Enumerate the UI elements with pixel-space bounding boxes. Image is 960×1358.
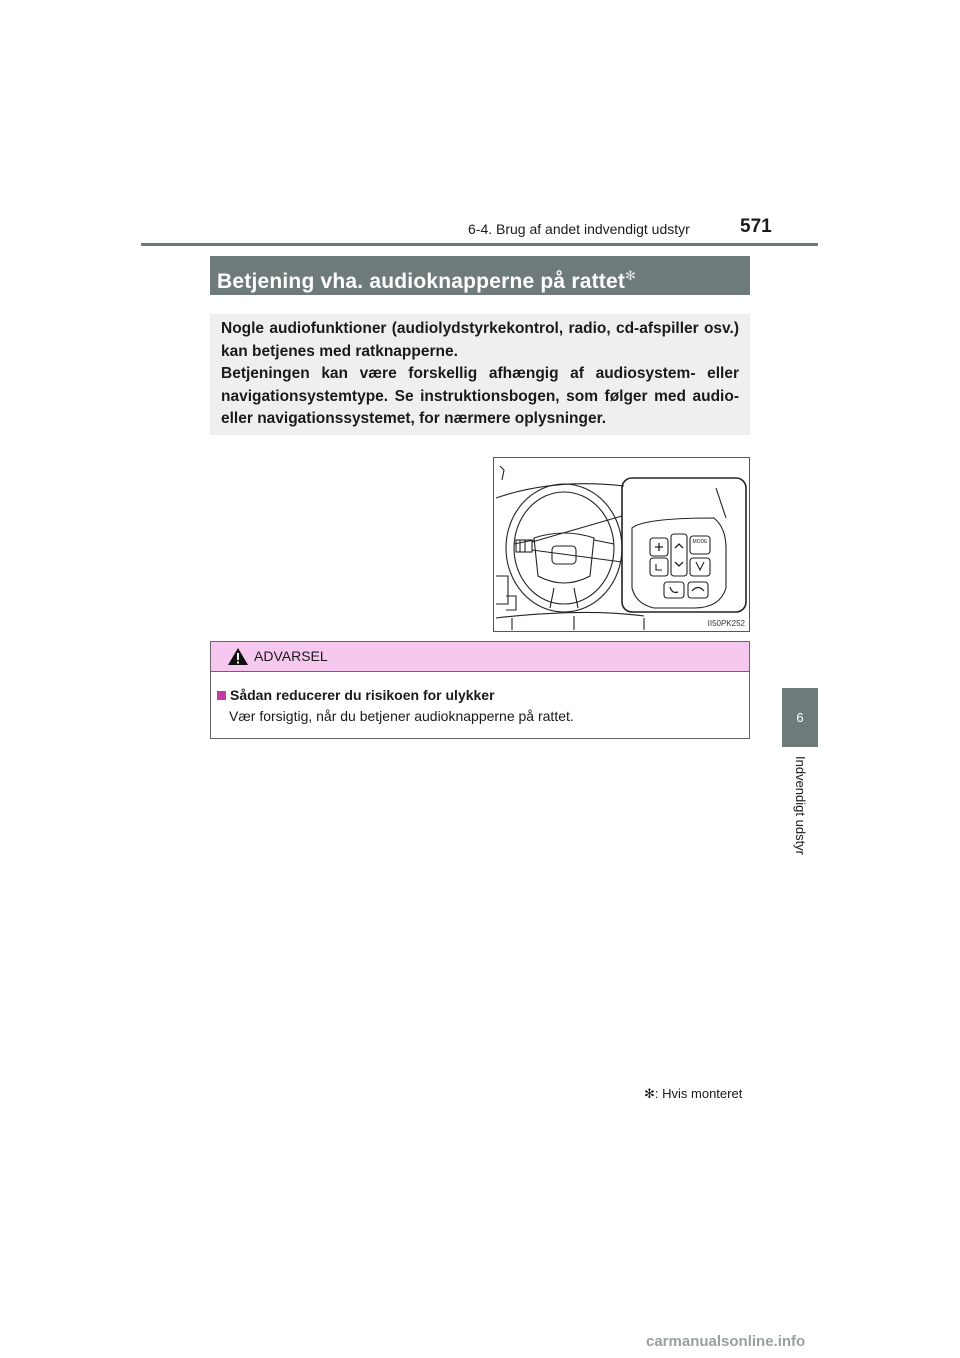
steering-wheel-drawing [494,458,749,631]
mode-button-label: MODE [692,539,708,545]
warning-triangle-icon [227,647,249,666]
intro-box [210,314,750,435]
warning-label: ADVARSEL [254,648,328,664]
warning-text: Vær forsigtig, når du betjener audioknapperne på rattet. [229,708,574,724]
intro-paragraph-2: Betjeningen kan være forskellig afhængig af audiosystem- eller navigationsystemtype. Se instruktionsbogen, som følger med audio- eller navigationssystemet, for nærmere oplysninger. [221,365,739,428]
header-rule [141,243,818,246]
chapter-label: Indvendigt udstyr [793,756,808,856]
section-title-text: Betjening vha. audioknapperne på rattet [217,270,626,293]
page-number: 571 [740,216,772,237]
warning-body [211,672,749,727]
optional-marker: ✻ [625,268,637,283]
steering-wheel-illustration [493,457,750,632]
footnote-marker: ✻ [644,1086,655,1101]
figure-id: II50PK252 [707,619,745,628]
warning-header [211,642,749,672]
bullet-square-icon [217,691,226,700]
watermark: carmanualsonline.info [646,1333,806,1350]
footnote [644,1086,742,1102]
section-title [210,256,750,295]
intro-paragraph-1: Nogle audiofunktioner (audiolydstyrkekontrol, radio, cd-afspiller osv.) kan betjenes med ratknapperne. [221,320,739,360]
warning-heading: Sådan reducerer du risikoen for ulykker [230,687,495,703]
footnote-text: : Hvis monteret [654,1086,743,1101]
chapter-tab[interactable]: 6 [782,688,818,747]
warning-box [210,641,750,739]
header-section-title: 6-4. Brug af andet indvendigt udstyr [468,221,690,237]
